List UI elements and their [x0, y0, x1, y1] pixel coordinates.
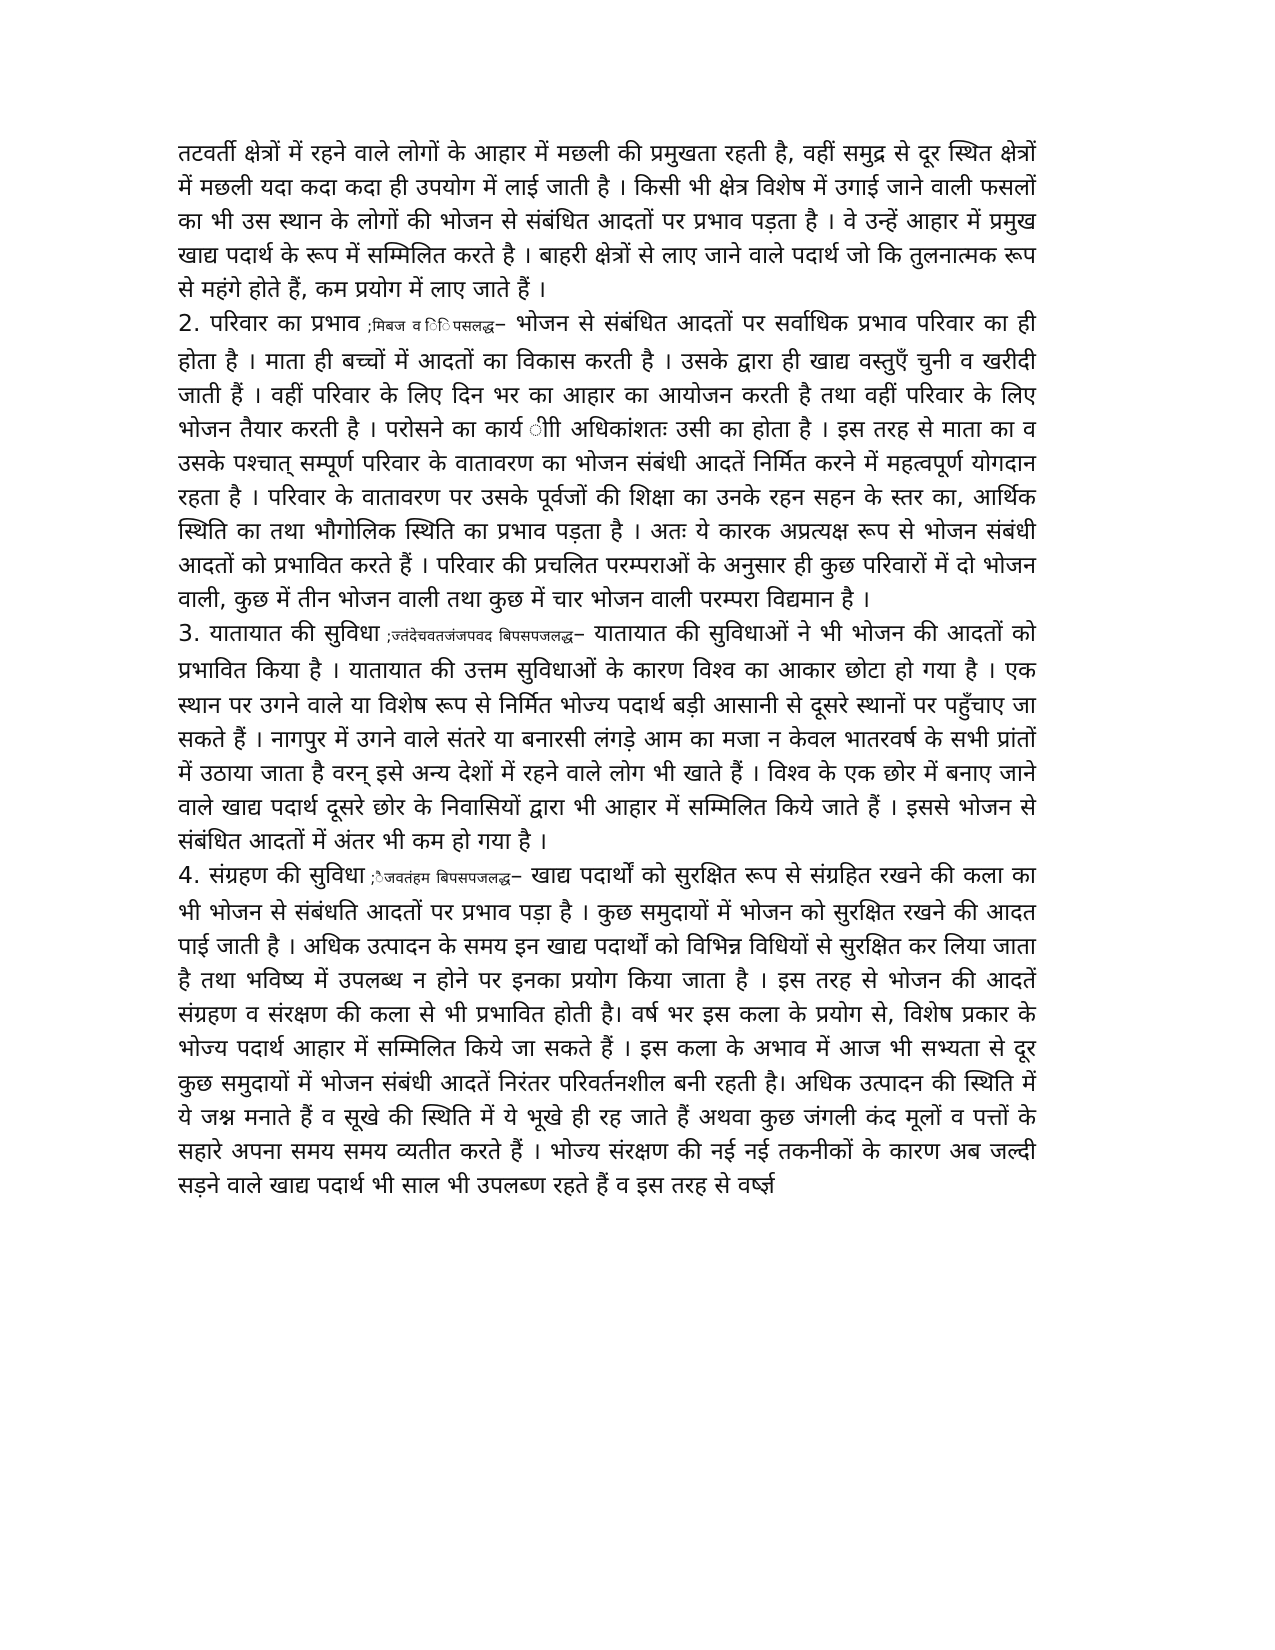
garbled-english-term: ;मिबज व िंिपसलद्ध: [360, 317, 495, 336]
document-page: [178, 136, 1036, 1202]
paragraph-storage-facility: [178, 858, 1036, 1202]
paragraph-family-influence: [178, 306, 1036, 616]
garbled-english-term: ;ैजवतंहम बिपसपजलद्ध: [364, 868, 511, 887]
heading-dash: –: [573, 619, 586, 648]
paragraph-text: यातायात की सुविधाओं ने भी भोजन की आदतों को प्रभावित किया है । यातायात की उत्तम सुविधाओं के कारण विश्व का आकार छोटा हो गया है । एक स्थान पर उगने वाले या विशेष रूप से निर्मित भोज्य पदार्थ बड़ी आसानी से दूसरे स्थानों पर पहुँचाए जा सकते हैं । नागपुर में उगने वाले संतरे या बनारसी लंगड़े आम का मजा न केवल भातरवर्ष के सभी प्रांतों में उठाया जाता है वरन् इसे अन्य देशों में रहने वाले लोग भी खाते हैं । विश्व के एक छोर में बनाए जाने वाले खाद्य पदार्थ दूसरे छोर के निवासियों द्वारा भी आहार में सम्मिलित किये जाते हैं । इससे भोजन से संबंधित आदतों में अंतर भी कम हो गया है ।: [178, 619, 1036, 855]
section-heading-storage: 4. संग्रहण की सुविधा: [178, 860, 365, 889]
paragraph-text: तटवर्ती क्षेत्रों में रहने वाले लोगों के आहार में मछली की प्रमुखता रहती है, वहीं समुद्र से दूर स्थित क्षेत्रों में मछली यदा कदा कदा ही उपयोग में लाई जाती है । किसी भी क्षेत्र विशेष में उगाई जाने वाली फसलों का भी उस स्थान के लोगों की भोजन से संबंधित आदतों पर प्रभाव पड़ता है । वे उन्हें आहार में प्रमुख खाद्य पदार्थ के रूप में सम्मिलित करते है । बाहरी क्षेत्रों से लाए जाने वाले पदार्थ जो कि तुलनात्मक रूप से महंगे होते हैं, कम प्रयोग में लाए जाते हैं ।: [178, 139, 1036, 304]
section-heading-family: 2. परिवार का प्रभाव: [178, 309, 361, 338]
paragraph-text: खाद्य पदार्थों को सुरक्षित रूप से संग्रहित रखने की कला का भी भोजन से संबंधति आदतों पर प्रभाव पड़ा है । कुछ समुदायों में भोजन को सुरक्षित रखने की आदत पाई जाती है । अधिक उत्पादन के समय इन खाद्य पदार्थों को विभिन्न विधियों से सुरक्षित कर लिया जाता है तथा भविष्य में उपलब्ध न होने पर इनका प्रयोग किया जाता है । इस तरह से भोजन की आदतें संग्रहण व संरक्षण की कला से भी प्रभावित होती है। वर्ष भर इस कला के प्रयोग से, विशेष प्रकार के भोज्य पदार्थ आहार में सम्मिलित किये जा सकते हैं । इस कला के अभाव में आज भी सभ्यता से दूर कुछ समुदायों में भोजन संबंधी आदतें निरंतर परिवर्तनशील बनी रहती है। अधिक उत्पादन की स्थिति में ये जश्न मनाते हैं व सूखे की स्थिति में ये भूखे ही रह जाते हैं अथवा कुछ जंगली कंद मूलों व पत्तों के सहारे अपना समय समय व्यतीत करते हैं । भोज्य संरक्षण की नई नई तकनीकों के कारण अब जल्दी सड़ने वाले खाद्य पदार्थ भी साल भी उपलब्ण रहते हैं व इस तरह से वर्ष्ज्ञ: [178, 860, 1036, 1199]
paragraph-coastal-diet: [178, 136, 1036, 306]
heading-dash: –: [510, 860, 523, 889]
section-heading-transport: 3. यातायात की सुविधा: [178, 619, 380, 648]
garbled-english-term: ;ज्तंदेचवतजंजपवद बिपसपजलद्ध: [379, 627, 574, 646]
paragraph-text: भोजन से संबंधित आदतों पर सर्वाधिक प्रभाव परिवार का ही होता है । माता ही बच्चों में आदतों का विकास करती है । उसके द्वारा ही खाद्य वस्तुएँ चुनी व खरीदी जाती हैं । वहीं परिवार के लिए दिन भर का आहार का आयोजन करती है तथा वहीं परिवार के लिए भोजन तैयार करती है । परोसने का कार्य ीाी अधिकांशतः उसी का होता है । इस तरह से माता का व उसके पश्चात् सम्पूर्ण परिवार के वातावरण का भोजन संबंधी आदतें निर्मित करने में महत्वपूर्ण योगदान रहता है । परिवार के वातावरण पर उसके पूर्वजों की शिक्षा का उनके रहन सहन के स्तर का, आर्थिक स्थिति का तथा भौगोलिक स्थिति का प्रभाव पड़ता है । अतः ये कारक अप्रत्यक्ष रूप से भोजन संबंधी आदतों को प्रभावित करते हैं । परिवार की प्रचलित परम्पराओं के अनुसार ही कुछ परिवारों में दो भोजन वाली, कुछ में तीन भोजन वाली तथा कुछ में चार भोजन वाली परम्परा विद्यमान है ।: [178, 309, 1036, 614]
heading-dash: –: [494, 309, 507, 338]
paragraph-transport-facility: [178, 616, 1036, 858]
